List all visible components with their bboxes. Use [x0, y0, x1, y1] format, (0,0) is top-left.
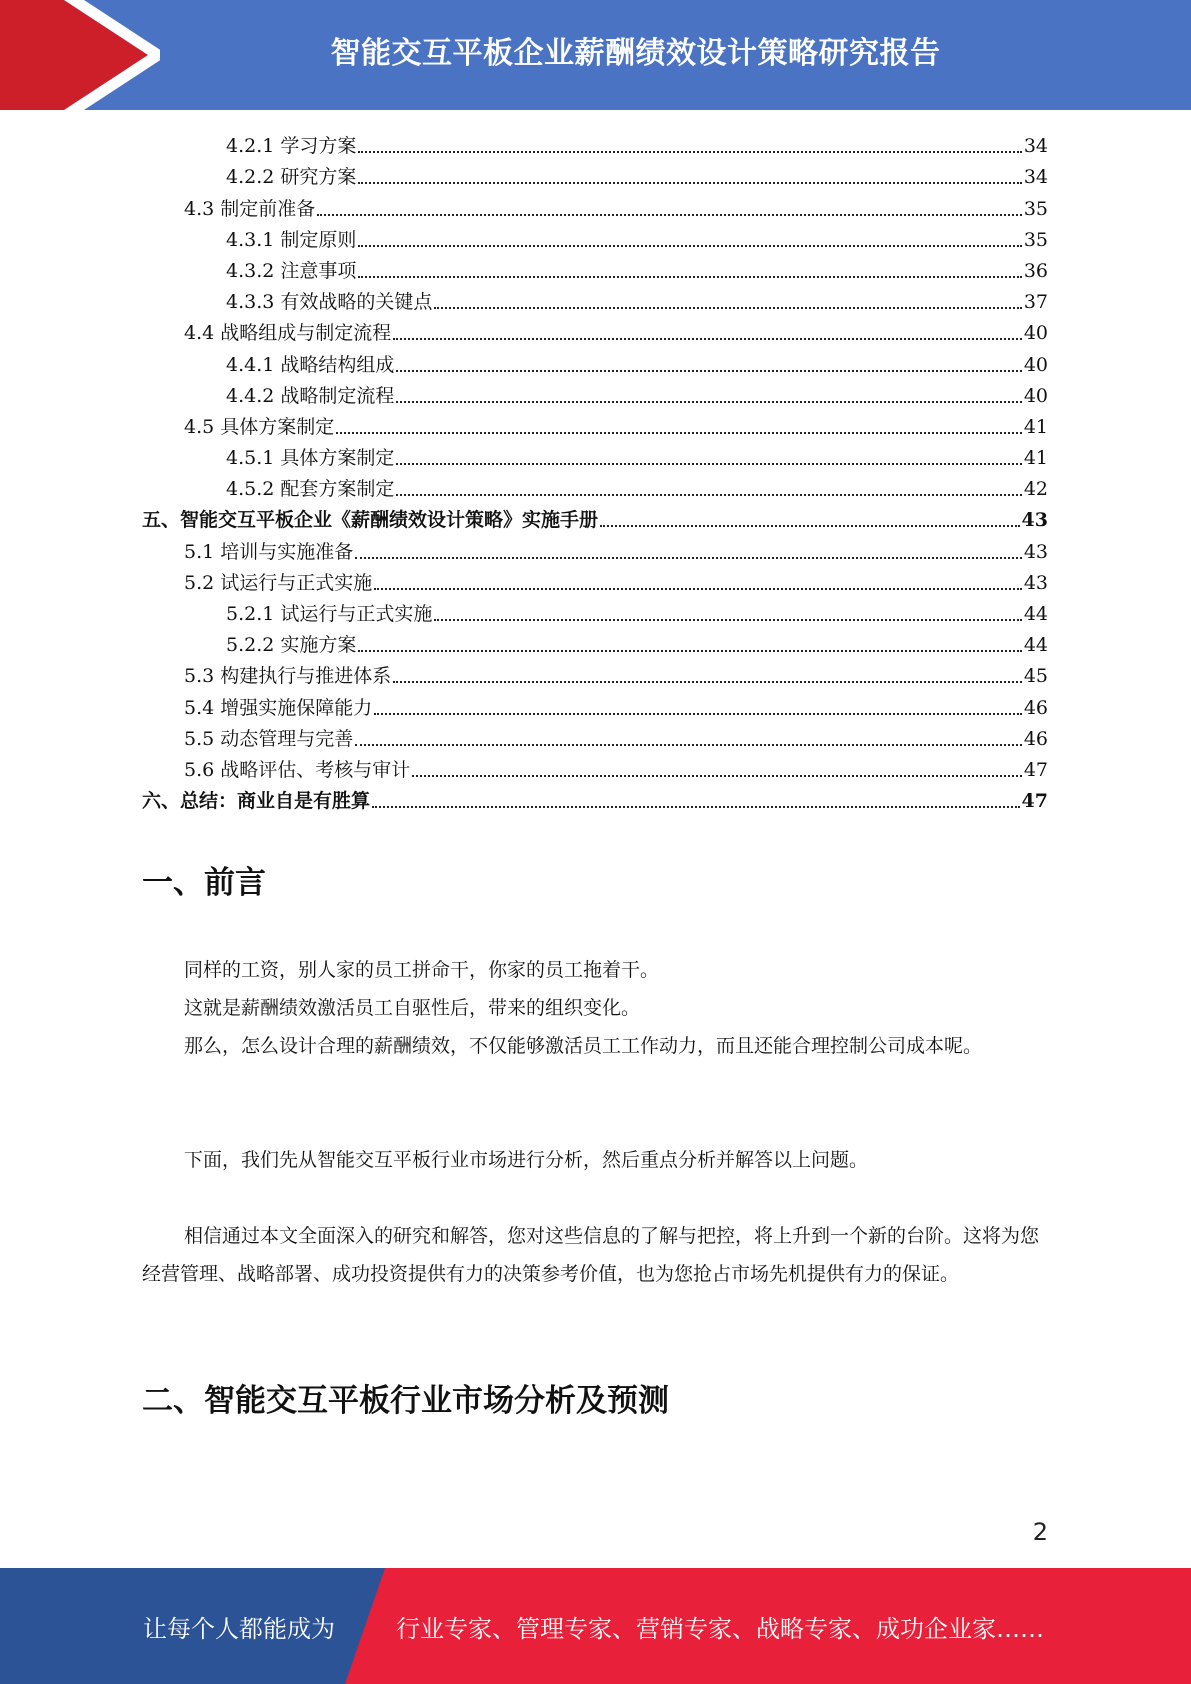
toc-entry[interactable] [142, 626, 1048, 657]
toc-entry-text: 制定前准备 [220, 197, 316, 220]
paragraph: 那么，怎么设计合理的薪酬绩效，不仅能够激活员工工作动力，而且还能合理控制公司成本呢。 [184, 1035, 983, 1057]
header-title: 智能交互平板企业薪酬绩效设计策略研究报告 [330, 36, 941, 71]
toc-entry-text: 战略制定流程 [280, 384, 395, 407]
toc-entry-label [184, 415, 334, 439]
toc-entry-page: 43 [1021, 509, 1048, 532]
toc-entry-text: 具体方案制定 [220, 415, 335, 438]
toc-entry[interactable] [142, 283, 1048, 314]
toc-entry-label [226, 384, 394, 408]
toc-entry-label [226, 134, 356, 158]
toc-entry-page: 47 [1023, 758, 1048, 781]
toc-entry[interactable] [142, 501, 1048, 532]
toc-dot-leader [396, 401, 1021, 403]
toc-entry-page: 44 [1023, 634, 1048, 657]
toc-entry-number: 4.5 [184, 415, 215, 438]
toc-entry-text: 战略组成与制定流程 [220, 322, 392, 345]
toc-dot-leader [372, 806, 1020, 808]
toc-entry[interactable] [142, 532, 1048, 563]
toc-entry[interactable] [142, 189, 1048, 220]
toc-entry-page: 44 [1023, 603, 1048, 625]
toc-entry-label [226, 228, 356, 252]
toc-entry-text: 试运行与正式实施 [280, 603, 433, 625]
toc-entry-label [184, 727, 353, 751]
toc-entry-page: 34 [1023, 135, 1048, 158]
toc-entry[interactable] [142, 252, 1048, 283]
toc-entry-label [184, 540, 353, 564]
toc-entry-label [226, 477, 394, 501]
toc-dot-leader [434, 619, 1021, 621]
toc-dot-leader [434, 307, 1021, 309]
toc-entry-text: 具体方案制定 [280, 447, 395, 470]
toc-dot-leader [355, 557, 1022, 559]
table-of-contents [142, 127, 1048, 813]
toc-entry-text: 战略评估、考核与审计 [220, 758, 411, 781]
toc-dot-leader [396, 463, 1021, 465]
toc-entry[interactable] [142, 377, 1048, 408]
toc-entry-page: 35 [1023, 197, 1048, 220]
preface-body [142, 951, 1048, 1065]
toc-entry[interactable] [142, 314, 1048, 345]
toc-entry-text: 增强实施保障能力 [220, 696, 373, 719]
toc-entry-number: 5.6 [184, 758, 215, 781]
toc-dot-leader [396, 370, 1021, 372]
toc-entry-page: 41 [1023, 447, 1048, 470]
toc-entry-text: 有效战略的关键点 [280, 291, 433, 314]
preface-body-3 [142, 1217, 1048, 1293]
paragraph: 同样的工资，别人家的员工拼命干，你家的员工拖着干。 [184, 959, 660, 981]
toc-entry-text: 培训与实施准备 [220, 540, 354, 563]
toc-entry-number: 5.3 [184, 665, 215, 688]
toc-entry[interactable] [142, 221, 1048, 252]
toc-entry-label [184, 321, 391, 345]
toc-entry-label [142, 789, 370, 813]
toc-entry-page: 43 [1023, 540, 1048, 563]
toc-dot-leader [358, 245, 1021, 247]
toc-entry-number: 4.4 [184, 322, 215, 345]
toc-entry-label [226, 259, 356, 283]
toc-entry-label [184, 197, 315, 221]
toc-entry-text: 研究方案 [280, 166, 357, 189]
toc-entry-number: 4.4.2 [226, 384, 275, 407]
toc-entry[interactable] [142, 657, 1048, 688]
toc-entry-text: 学习方案 [280, 135, 357, 158]
toc-entry[interactable] [142, 127, 1048, 158]
toc-dot-leader [358, 650, 1021, 652]
toc-entry[interactable] [142, 439, 1048, 470]
toc-entry-text: 注意事项 [280, 259, 357, 282]
toc-entry-page: 37 [1023, 291, 1048, 314]
toc-dot-leader [374, 713, 1022, 715]
toc-entry-label [226, 446, 394, 470]
toc-entry[interactable] [142, 345, 1048, 376]
page-footer [0, 1568, 1191, 1684]
toc-entry-number: 5.1 [184, 540, 215, 563]
toc-entry[interactable] [142, 158, 1048, 189]
toc-entry-text: 五、智能交互平板企业《薪酬绩效设计策略》实施手册 [142, 509, 599, 532]
paragraph: 相信通过本文全面深入的研究和解答，您对这些信息的了解与把控，将上升到一个新的台阶。这将为您经营管理、战略部署、成功投资提供有力的决策参考价值，也为您抢占市场先机提供有力的保证。 [142, 1225, 1040, 1285]
toc-entry-label [184, 664, 391, 688]
footer-slogan-right: 行业专家、管理专家、营销专家、战略专家、成功企业家…… [396, 1614, 1044, 1643]
toc-dot-leader [358, 151, 1021, 153]
toc-entry-page: 42 [1023, 478, 1048, 501]
toc-entry-page: 43 [1023, 571, 1048, 594]
toc-entry-page: 40 [1023, 384, 1048, 407]
header-red-arrow-shape [0, 0, 160, 110]
page-header [0, 0, 1191, 110]
toc-entry-page: 36 [1023, 259, 1048, 282]
toc-entry[interactable] [142, 595, 1048, 626]
toc-entry-label [226, 353, 394, 377]
toc-dot-leader [600, 525, 1020, 527]
toc-entry-label [184, 758, 410, 782]
toc-entry-number: 5.2 [184, 571, 215, 594]
toc-entry-page: 45 [1023, 665, 1048, 688]
toc-entry-text: 实施方案 [280, 634, 357, 657]
toc-entry-text: 制定原则 [280, 228, 357, 251]
toc-entry-number: 5.4 [184, 696, 215, 719]
paragraph: 下面，我们先从智能交互平板行业市场进行分析，然后重点分析并解答以上问题。 [184, 1149, 869, 1171]
toc-entry-number: 4.3.1 [226, 228, 275, 251]
toc-entry-page: 35 [1023, 228, 1048, 251]
toc-entry-label [184, 571, 372, 595]
toc-entry-page: 40 [1023, 322, 1048, 345]
toc-dot-leader [396, 494, 1021, 496]
toc-entry[interactable] [142, 782, 1048, 813]
toc-entry-number: 4.2.2 [226, 166, 275, 189]
toc-entry-page: 41 [1023, 415, 1048, 438]
toc-entry-text: 动态管理与完善 [220, 727, 354, 750]
preface-body-2 [142, 1141, 1048, 1179]
toc-entry-number: 5.5 [184, 727, 215, 750]
toc-entry-number: 4.4.1 [226, 353, 275, 376]
page-number: 2 [1032, 1518, 1048, 1546]
toc-entry-number: 4.5.1 [226, 447, 275, 470]
paragraph: 这就是薪酬绩效激活员工自驱性后，带来的组织变化。 [184, 997, 641, 1019]
toc-dot-leader [393, 681, 1022, 683]
toc-entry-label [226, 165, 356, 189]
toc-entry-page: 46 [1023, 696, 1048, 719]
toc-dot-leader [317, 214, 1022, 216]
toc-entry-text: 六、总结：商业自是有胜算 [142, 790, 371, 813]
toc-dot-leader [358, 182, 1021, 184]
section-heading-market-analysis: 二、智能交互平板行业市场分析及预测 [142, 1383, 669, 1419]
toc-entry-page: 34 [1023, 166, 1048, 189]
toc-entry-page: 46 [1023, 727, 1048, 750]
section-heading-preface: 一、前言 [142, 865, 266, 901]
toc-entry-number: 4.3 [184, 197, 215, 220]
toc-entry[interactable] [142, 564, 1048, 595]
toc-entry[interactable] [142, 408, 1048, 439]
toc-entry-label [226, 633, 356, 657]
toc-entry-page: 40 [1023, 353, 1048, 376]
toc-entry-text: 战略结构组成 [280, 353, 395, 376]
toc-dot-leader [358, 276, 1021, 278]
toc-dot-leader [412, 775, 1022, 777]
toc-dot-leader [374, 588, 1022, 590]
toc-entry-number: 4.3.2 [226, 259, 275, 282]
toc-entry-number: 4.3.3 [226, 291, 275, 314]
toc-dot-leader [355, 744, 1022, 746]
toc-entry[interactable] [142, 720, 1048, 751]
toc-entry-label [142, 508, 598, 532]
toc-entry-label [226, 602, 432, 626]
toc-entry-number: 4.2.1 [226, 135, 275, 158]
toc-dot-leader [336, 432, 1022, 434]
toc-entry-text: 配套方案制定 [280, 478, 395, 501]
toc-entry-number: 5.2.1 [226, 603, 275, 625]
toc-entry-page: 47 [1021, 790, 1048, 813]
toc-entry-text: 构建执行与推进体系 [220, 665, 392, 688]
toc-entry-label [226, 290, 432, 314]
toc-entry[interactable] [142, 751, 1048, 782]
toc-entry[interactable] [142, 470, 1048, 501]
toc-entry-number: 5.2.2 [226, 634, 275, 657]
footer-slogan-left: 让每个人都能成为 [143, 1614, 335, 1643]
toc-entry[interactable] [142, 688, 1048, 719]
toc-entry-text: 试运行与正式实施 [220, 571, 373, 594]
toc-dot-leader [393, 338, 1022, 340]
toc-entry-label [184, 696, 372, 720]
toc-entry-number: 4.5.2 [226, 478, 275, 501]
